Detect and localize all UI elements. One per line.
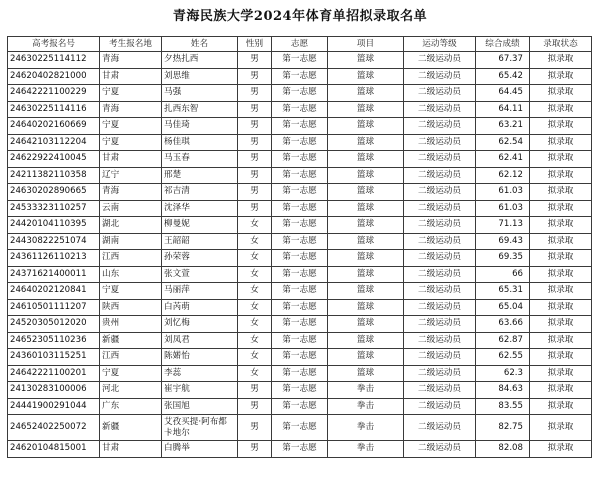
cell-athlete-level: 二级运动员 bbox=[404, 200, 476, 217]
cell-exam-id: 24622922410045 bbox=[8, 151, 100, 168]
cell-region: 宁夏 bbox=[100, 85, 162, 102]
cell-name: 马玉春 bbox=[162, 151, 238, 168]
cell-status: 拟录取 bbox=[530, 167, 592, 184]
cell-exam-id: 24620402821000 bbox=[8, 68, 100, 85]
cell-gender: 男 bbox=[238, 382, 272, 399]
cell-athlete-level: 二级运动员 bbox=[404, 398, 476, 415]
cell-athlete-level: 二级运动员 bbox=[404, 68, 476, 85]
cell-name: 李蕊 bbox=[162, 365, 238, 382]
cell-region: 青海 bbox=[100, 52, 162, 69]
header-name: 姓名 bbox=[162, 37, 238, 52]
cell-name: 崔宇航 bbox=[162, 382, 238, 399]
cell-status: 拟录取 bbox=[530, 382, 592, 399]
cell-score: 65.42 bbox=[476, 68, 530, 85]
cell-exam-id: 24630202890665 bbox=[8, 184, 100, 201]
cell-status: 拟录取 bbox=[530, 266, 592, 283]
cell-gender: 男 bbox=[238, 151, 272, 168]
cell-score: 62.54 bbox=[476, 134, 530, 151]
cell-name: 刘思维 bbox=[162, 68, 238, 85]
cell-sport: 篮球 bbox=[328, 316, 404, 333]
cell-region: 辽宁 bbox=[100, 167, 162, 184]
cell-sport: 篮球 bbox=[328, 68, 404, 85]
cell-exam-id: 24652402250072 bbox=[8, 415, 100, 441]
cell-score: 62.3 bbox=[476, 365, 530, 382]
table-row bbox=[8, 332, 592, 349]
cell-gender: 男 bbox=[238, 101, 272, 118]
header-preference: 志愿 bbox=[272, 37, 328, 52]
cell-name: 沈泽华 bbox=[162, 200, 238, 217]
cell-athlete-level: 二级运动员 bbox=[404, 441, 476, 458]
cell-name: 陈婼怡 bbox=[162, 349, 238, 366]
cell-gender: 女 bbox=[238, 332, 272, 349]
cell-status: 拟录取 bbox=[530, 85, 592, 102]
cell-athlete-level: 二级运动员 bbox=[404, 316, 476, 333]
cell-score: 62.87 bbox=[476, 332, 530, 349]
cell-score: 69.35 bbox=[476, 250, 530, 267]
cell-name: 扎西东智 bbox=[162, 101, 238, 118]
cell-name: 艾孜买提·阿布都卡地尔 bbox=[162, 415, 238, 441]
cell-region: 宁夏 bbox=[100, 365, 162, 382]
cell-sport: 拳击 bbox=[328, 398, 404, 415]
cell-preference: 第一志愿 bbox=[272, 68, 328, 85]
cell-score: 63.21 bbox=[476, 118, 530, 135]
table-row bbox=[8, 299, 592, 316]
cell-exam-id: 24610501111207 bbox=[8, 299, 100, 316]
cell-preference: 第一志愿 bbox=[272, 151, 328, 168]
header-score: 综合成绩 bbox=[476, 37, 530, 52]
cell-status: 拟录取 bbox=[530, 52, 592, 69]
cell-region: 湖北 bbox=[100, 217, 162, 234]
document-title: 青海民族大学2024年体育单招拟录取名单 bbox=[172, 9, 428, 24]
cell-exam-id: 24640202160669 bbox=[8, 118, 100, 135]
cell-athlete-level: 二级运动员 bbox=[404, 250, 476, 267]
cell-name: 刘凤君 bbox=[162, 332, 238, 349]
cell-sport: 篮球 bbox=[328, 184, 404, 201]
header-sport: 项目 bbox=[328, 37, 404, 52]
cell-gender: 男 bbox=[238, 68, 272, 85]
cell-athlete-level: 二级运动员 bbox=[404, 365, 476, 382]
cell-region: 陕西 bbox=[100, 299, 162, 316]
cell-exam-id: 24642103112204 bbox=[8, 134, 100, 151]
cell-preference: 第一志愿 bbox=[272, 167, 328, 184]
cell-sport: 篮球 bbox=[328, 151, 404, 168]
cell-exam-id: 24652305110236 bbox=[8, 332, 100, 349]
cell-score: 67.37 bbox=[476, 52, 530, 69]
table-row bbox=[8, 118, 592, 135]
cell-sport: 篮球 bbox=[328, 200, 404, 217]
cell-gender: 男 bbox=[238, 52, 272, 69]
cell-region: 甘肃 bbox=[100, 151, 162, 168]
cell-athlete-level: 二级运动员 bbox=[404, 184, 476, 201]
cell-region: 宁夏 bbox=[100, 118, 162, 135]
cell-sport: 篮球 bbox=[328, 299, 404, 316]
cell-name: 刘忆梅 bbox=[162, 316, 238, 333]
cell-athlete-level: 二级运动员 bbox=[404, 151, 476, 168]
cell-sport: 拳击 bbox=[328, 441, 404, 458]
cell-status: 拟录取 bbox=[530, 233, 592, 250]
cell-exam-id: 24642221100229 bbox=[8, 85, 100, 102]
cell-region: 云南 bbox=[100, 200, 162, 217]
cell-status: 拟录取 bbox=[530, 101, 592, 118]
cell-sport: 篮球 bbox=[328, 250, 404, 267]
cell-sport: 篮球 bbox=[328, 217, 404, 234]
cell-name: 杨佳琪 bbox=[162, 134, 238, 151]
cell-preference: 第一志愿 bbox=[272, 382, 328, 399]
cell-sport: 篮球 bbox=[328, 52, 404, 69]
cell-exam-id: 24640202120841 bbox=[8, 283, 100, 300]
header-athlete-level: 运动等级 bbox=[404, 37, 476, 52]
cell-athlete-level: 二级运动员 bbox=[404, 233, 476, 250]
table-row bbox=[8, 398, 592, 415]
cell-region: 甘肃 bbox=[100, 441, 162, 458]
cell-preference: 第一志愿 bbox=[272, 398, 328, 415]
cell-gender: 男 bbox=[238, 118, 272, 135]
cell-sport: 篮球 bbox=[328, 85, 404, 102]
table-row bbox=[8, 441, 592, 458]
cell-status: 拟录取 bbox=[530, 349, 592, 366]
cell-preference: 第一志愿 bbox=[272, 332, 328, 349]
table-row bbox=[8, 250, 592, 267]
cell-athlete-level: 二级运动员 bbox=[404, 167, 476, 184]
cell-exam-id: 24441900291044 bbox=[8, 398, 100, 415]
cell-preference: 第一志愿 bbox=[272, 250, 328, 267]
cell-score: 62.55 bbox=[476, 349, 530, 366]
table-row bbox=[8, 415, 592, 441]
cell-name: 孙荣蓉 bbox=[162, 250, 238, 267]
cell-region: 新疆 bbox=[100, 332, 162, 349]
cell-athlete-level: 二级运动员 bbox=[404, 415, 476, 441]
cell-region: 江西 bbox=[100, 250, 162, 267]
cell-region: 新疆 bbox=[100, 415, 162, 441]
cell-region: 宁夏 bbox=[100, 134, 162, 151]
cell-score: 65.04 bbox=[476, 299, 530, 316]
cell-score: 69.43 bbox=[476, 233, 530, 250]
cell-gender: 女 bbox=[238, 365, 272, 382]
cell-sport: 篮球 bbox=[328, 332, 404, 349]
cell-sport: 拳击 bbox=[328, 382, 404, 399]
cell-status: 拟录取 bbox=[530, 415, 592, 441]
cell-status: 拟录取 bbox=[530, 184, 592, 201]
cell-gender: 女 bbox=[238, 217, 272, 234]
table-row bbox=[8, 184, 592, 201]
cell-region: 广东 bbox=[100, 398, 162, 415]
admission-table bbox=[7, 36, 592, 458]
cell-athlete-level: 二级运动员 bbox=[404, 101, 476, 118]
table-row bbox=[8, 151, 592, 168]
cell-region: 宁夏 bbox=[100, 283, 162, 300]
cell-status: 拟录取 bbox=[530, 299, 592, 316]
header-gender: 性别 bbox=[238, 37, 272, 52]
cell-gender: 女 bbox=[238, 250, 272, 267]
cell-score: 64.45 bbox=[476, 85, 530, 102]
cell-exam-id: 24630225114112 bbox=[8, 52, 100, 69]
cell-status: 拟录取 bbox=[530, 118, 592, 135]
cell-region: 河北 bbox=[100, 382, 162, 399]
cell-sport: 篮球 bbox=[328, 349, 404, 366]
header-exam-id: 高考报名号 bbox=[8, 37, 100, 52]
cell-name: 王韶韶 bbox=[162, 233, 238, 250]
cell-region: 江西 bbox=[100, 349, 162, 366]
cell-score: 84.63 bbox=[476, 382, 530, 399]
cell-gender: 女 bbox=[238, 299, 272, 316]
cell-name: 马佳琦 bbox=[162, 118, 238, 135]
cell-preference: 第一志愿 bbox=[272, 266, 328, 283]
cell-preference: 第一志愿 bbox=[272, 316, 328, 333]
cell-status: 拟录取 bbox=[530, 283, 592, 300]
cell-athlete-level: 二级运动员 bbox=[404, 332, 476, 349]
table-row bbox=[8, 200, 592, 217]
cell-gender: 女 bbox=[238, 349, 272, 366]
cell-name: 邢楚 bbox=[162, 167, 238, 184]
cell-score: 65.31 bbox=[476, 283, 530, 300]
cell-status: 拟录取 bbox=[530, 332, 592, 349]
cell-preference: 第一志愿 bbox=[272, 365, 328, 382]
cell-status: 拟录取 bbox=[530, 365, 592, 382]
table-header-row bbox=[8, 37, 592, 52]
cell-name: 张国旭 bbox=[162, 398, 238, 415]
cell-name: 柳曼妮 bbox=[162, 217, 238, 234]
cell-exam-id: 24211382110358 bbox=[8, 167, 100, 184]
cell-athlete-level: 二级运动员 bbox=[404, 349, 476, 366]
table-row bbox=[8, 233, 592, 250]
cell-score: 62.41 bbox=[476, 151, 530, 168]
cell-sport: 篮球 bbox=[328, 101, 404, 118]
cell-status: 拟录取 bbox=[530, 200, 592, 217]
cell-exam-id: 24533323110257 bbox=[8, 200, 100, 217]
cell-name: 马丽萍 bbox=[162, 283, 238, 300]
cell-preference: 第一志愿 bbox=[272, 349, 328, 366]
cell-region: 甘肃 bbox=[100, 68, 162, 85]
table-row bbox=[8, 217, 592, 234]
table-row bbox=[8, 365, 592, 382]
cell-athlete-level: 二级运动员 bbox=[404, 299, 476, 316]
cell-region: 青海 bbox=[100, 101, 162, 118]
cell-exam-id: 24371621400011 bbox=[8, 266, 100, 283]
header-region: 考生报名地 bbox=[100, 37, 162, 52]
cell-preference: 第一志愿 bbox=[272, 233, 328, 250]
cell-athlete-level: 二级运动员 bbox=[404, 118, 476, 135]
table-row bbox=[8, 382, 592, 399]
cell-score: 83.55 bbox=[476, 398, 530, 415]
cell-gender: 男 bbox=[238, 200, 272, 217]
cell-sport: 篮球 bbox=[328, 134, 404, 151]
cell-sport: 拳击 bbox=[328, 415, 404, 441]
cell-name: 白芮萌 bbox=[162, 299, 238, 316]
cell-preference: 第一志愿 bbox=[272, 85, 328, 102]
cell-name: 张文萱 bbox=[162, 266, 238, 283]
cell-exam-id: 24361126110213 bbox=[8, 250, 100, 267]
cell-athlete-level: 二级运动员 bbox=[404, 382, 476, 399]
cell-preference: 第一志愿 bbox=[272, 134, 328, 151]
table-row bbox=[8, 316, 592, 333]
cell-gender: 女 bbox=[238, 266, 272, 283]
cell-name: 祁吉清 bbox=[162, 184, 238, 201]
cell-exam-id: 24130283100006 bbox=[8, 382, 100, 399]
table-row bbox=[8, 134, 592, 151]
cell-gender: 男 bbox=[238, 85, 272, 102]
cell-exam-id: 24520305012020 bbox=[8, 316, 100, 333]
table-row bbox=[8, 283, 592, 300]
cell-status: 拟录取 bbox=[530, 441, 592, 458]
cell-exam-id: 24642221100201 bbox=[8, 365, 100, 382]
cell-status: 拟录取 bbox=[530, 151, 592, 168]
cell-sport: 篮球 bbox=[328, 233, 404, 250]
cell-score: 82.75 bbox=[476, 415, 530, 441]
cell-preference: 第一志愿 bbox=[272, 217, 328, 234]
cell-status: 拟录取 bbox=[530, 68, 592, 85]
cell-score: 71.13 bbox=[476, 217, 530, 234]
cell-preference: 第一志愿 bbox=[272, 283, 328, 300]
cell-name: 夕热扎西 bbox=[162, 52, 238, 69]
cell-preference: 第一志愿 bbox=[272, 299, 328, 316]
cell-score: 61.03 bbox=[476, 200, 530, 217]
cell-status: 拟录取 bbox=[530, 250, 592, 267]
cell-name: 白腾举 bbox=[162, 441, 238, 458]
cell-name: 马强 bbox=[162, 85, 238, 102]
cell-sport: 篮球 bbox=[328, 167, 404, 184]
cell-gender: 男 bbox=[238, 441, 272, 458]
cell-status: 拟录取 bbox=[530, 134, 592, 151]
cell-athlete-level: 二级运动员 bbox=[404, 85, 476, 102]
cell-score: 66 bbox=[476, 266, 530, 283]
cell-athlete-level: 二级运动员 bbox=[404, 266, 476, 283]
cell-gender: 女 bbox=[238, 316, 272, 333]
cell-sport: 篮球 bbox=[328, 283, 404, 300]
cell-gender: 男 bbox=[238, 415, 272, 441]
table-row bbox=[8, 266, 592, 283]
cell-preference: 第一志愿 bbox=[272, 118, 328, 135]
table-row bbox=[8, 167, 592, 184]
cell-sport: 篮球 bbox=[328, 118, 404, 135]
cell-gender: 女 bbox=[238, 233, 272, 250]
cell-exam-id: 24430822251074 bbox=[8, 233, 100, 250]
cell-sport: 篮球 bbox=[328, 266, 404, 283]
cell-sport: 篮球 bbox=[328, 365, 404, 382]
cell-gender: 男 bbox=[238, 398, 272, 415]
cell-region: 山东 bbox=[100, 266, 162, 283]
cell-preference: 第一志愿 bbox=[272, 101, 328, 118]
table-body bbox=[8, 52, 592, 458]
table-row bbox=[8, 101, 592, 118]
cell-athlete-level: 二级运动员 bbox=[404, 134, 476, 151]
cell-region: 湖南 bbox=[100, 233, 162, 250]
cell-preference: 第一志愿 bbox=[272, 441, 328, 458]
cell-athlete-level: 二级运动员 bbox=[404, 52, 476, 69]
cell-preference: 第一志愿 bbox=[272, 415, 328, 441]
cell-status: 拟录取 bbox=[530, 398, 592, 415]
cell-region: 青海 bbox=[100, 184, 162, 201]
cell-region: 贵州 bbox=[100, 316, 162, 333]
cell-score: 61.03 bbox=[476, 184, 530, 201]
header-status: 录取状态 bbox=[530, 37, 592, 52]
cell-gender: 男 bbox=[238, 167, 272, 184]
cell-gender: 男 bbox=[238, 184, 272, 201]
cell-athlete-level: 二级运动员 bbox=[404, 283, 476, 300]
cell-athlete-level: 二级运动员 bbox=[404, 217, 476, 234]
cell-exam-id: 24620104815001 bbox=[8, 441, 100, 458]
cell-score: 64.11 bbox=[476, 101, 530, 118]
cell-preference: 第一志愿 bbox=[272, 184, 328, 201]
cell-status: 拟录取 bbox=[530, 217, 592, 234]
table-row bbox=[8, 85, 592, 102]
cell-exam-id: 24630225114116 bbox=[8, 101, 100, 118]
cell-score: 82.08 bbox=[476, 441, 530, 458]
table-row bbox=[8, 68, 592, 85]
cell-gender: 女 bbox=[238, 283, 272, 300]
cell-status: 拟录取 bbox=[530, 316, 592, 333]
cell-score: 62.12 bbox=[476, 167, 530, 184]
cell-exam-id: 24360103115251 bbox=[8, 349, 100, 366]
cell-score: 63.66 bbox=[476, 316, 530, 333]
cell-preference: 第一志愿 bbox=[272, 200, 328, 217]
table-row bbox=[8, 349, 592, 366]
cell-gender: 男 bbox=[238, 134, 272, 151]
table-row bbox=[8, 52, 592, 69]
cell-exam-id: 24420104110395 bbox=[8, 217, 100, 234]
cell-preference: 第一志愿 bbox=[272, 52, 328, 69]
